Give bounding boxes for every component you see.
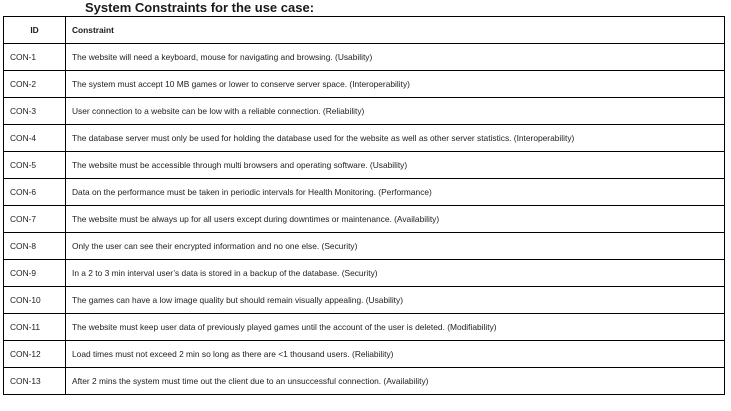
- constraint-text: The website must be accessible through multi browsers and operating software. (Usability): [66, 152, 725, 179]
- constraint-id: CON-12: [4, 341, 66, 368]
- table-row: [4, 233, 725, 260]
- constraints-table: [3, 16, 725, 395]
- table-row: [4, 152, 725, 179]
- table-row: [4, 341, 725, 368]
- constraint-text: The website must keep user data of previously played games until the account of the user is deleted. (Modifiability): [66, 314, 725, 341]
- constraint-text: The database server must only be used for holding the database used for the website as well as other server statistics. (Interoperability): [66, 125, 725, 152]
- constraint-text: In a 2 to 3 min interval user’s data is stored in a backup of the database. (Security): [66, 260, 725, 287]
- table-header-row: [4, 17, 725, 44]
- constraint-id: CON-4: [4, 125, 66, 152]
- column-header-constraint: Constraint: [66, 17, 725, 44]
- constraint-id: CON-7: [4, 206, 66, 233]
- constraint-text: Load times must not exceed 2 min so long as there are <1 thousand users. (Reliability): [66, 341, 725, 368]
- document-title: System Constraints for the use case:: [85, 0, 315, 15]
- constraint-id: CON-10: [4, 287, 66, 314]
- table-row: [4, 98, 725, 125]
- table-row: [4, 206, 725, 233]
- constraint-id: CON-13: [4, 368, 66, 395]
- table-row: [4, 314, 725, 341]
- table-row: [4, 44, 725, 71]
- constraint-id: CON-5: [4, 152, 66, 179]
- table-row: [4, 260, 725, 287]
- constraint-text: User connection to a website can be low with a reliable connection. (Reliability): [66, 98, 725, 125]
- constraint-text: The system must accept 10 MB games or lower to conserve server space. (Interoperability): [66, 71, 725, 98]
- constraint-text: Only the user can see their encrypted information and no one else. (Security): [66, 233, 725, 260]
- constraint-text: Data on the performance must be taken in periodic intervals for Health Monitoring. (Performance): [66, 179, 725, 206]
- table-row: [4, 179, 725, 206]
- constraint-id: CON-3: [4, 98, 66, 125]
- constraint-text: The games can have a low image quality but should remain visually appealing. (Usability): [66, 287, 725, 314]
- table-row: [4, 71, 725, 98]
- constraint-id: CON-11: [4, 314, 66, 341]
- table-row: [4, 368, 725, 395]
- constraint-text: The website must be always up for all users except during downtimes or maintenance. (Availability): [66, 206, 725, 233]
- constraint-id: CON-2: [4, 71, 66, 98]
- constraint-text: The website will need a keyboard, mouse for navigating and browsing. (Usability): [66, 44, 725, 71]
- constraint-id: CON-1: [4, 44, 66, 71]
- constraint-id: CON-8: [4, 233, 66, 260]
- table-row: [4, 287, 725, 314]
- constraint-text: After 2 mins the system must time out the client due to an unsuccessful connection. (Availability): [66, 368, 725, 395]
- column-header-id: ID: [4, 17, 66, 44]
- constraint-id: CON-6: [4, 179, 66, 206]
- table-row: [4, 125, 725, 152]
- constraint-id: CON-9: [4, 260, 66, 287]
